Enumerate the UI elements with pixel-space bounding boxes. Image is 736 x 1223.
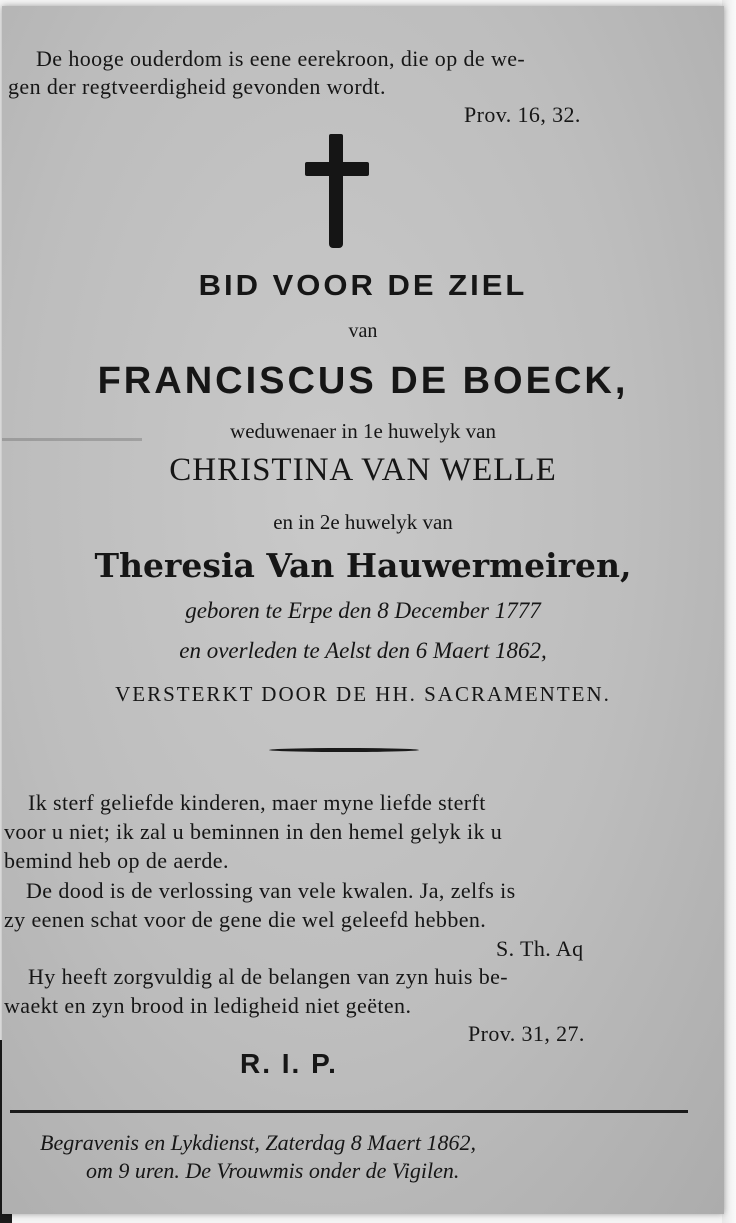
page-edge-right xyxy=(722,0,736,1223)
quote-reference-proverbs: Prov. 31, 27. xyxy=(468,1021,585,1046)
top-verse-line-2: gen der regtveerdigheid gevonden wordt. xyxy=(8,74,386,99)
heading-bid-voor-de-ziel: BID VOOR DE ZIEL xyxy=(198,269,528,302)
van-label: van xyxy=(348,320,378,342)
second-wife-name: Theresia Van Hauwermeiren, xyxy=(94,546,632,585)
quote-line-3: bemind heb op de aerde. xyxy=(4,848,229,873)
first-wife-name: CHRISTINA VAN WELLE xyxy=(169,452,557,488)
top-verse-reference: Prov. 16, 32. xyxy=(464,102,581,127)
quote-line-7: waekt en zyn brood in ledigheid niet geëten. xyxy=(4,993,412,1018)
second-marriage-line: en in 2e huwelyk van xyxy=(273,510,453,534)
top-verse-line-1: De hooge ouderdom is eene eerekroon, die op de we- xyxy=(36,46,526,71)
cross-icon xyxy=(305,134,369,248)
footer-rule xyxy=(10,1110,688,1113)
sacraments-line: VERSTERKT DOOR DE HH. SACRAMENTEN. xyxy=(115,682,611,706)
birth-line: geboren te Erpe den 8 December 1777 xyxy=(185,598,541,623)
quote-line-5: zy eenen schat voor de gene die wel geleefd hebben. xyxy=(4,907,487,932)
quote-line-4: De dood is de verlossing van vele kwalen. Ja, zelfs is xyxy=(26,878,516,903)
widower-line: weduwenaer in 1e huwelyk van xyxy=(230,419,496,443)
quote-line-2: voor u niet; ik zal u beminnen in den hemel gelyk ik u xyxy=(4,819,503,844)
death-line: en overleden te Aelst den 6 Maert 1862, xyxy=(179,638,547,663)
quote-reference-aquinas: S. Th. Aq xyxy=(496,936,584,961)
ornamental-divider xyxy=(269,748,419,752)
footer-line-1: Begravenis en Lykdienst, Zaterdag 8 Maert 1862, xyxy=(40,1130,477,1155)
deceased-name: FRANCISCUS DE BOECK, xyxy=(97,360,629,402)
memorial-card xyxy=(2,6,724,1214)
quote-line-1: Ik sterf geliefde kinderen, maer myne liefde sterft xyxy=(28,790,486,815)
footer-line-2: om 9 uren. De Vrouwmis onder de Vigilen. xyxy=(86,1158,460,1183)
rip-text: R. I. P. xyxy=(240,1048,338,1079)
quote-line-6: Hy heeft zorgvuldig al de belangen van zyn huis be- xyxy=(28,964,509,989)
